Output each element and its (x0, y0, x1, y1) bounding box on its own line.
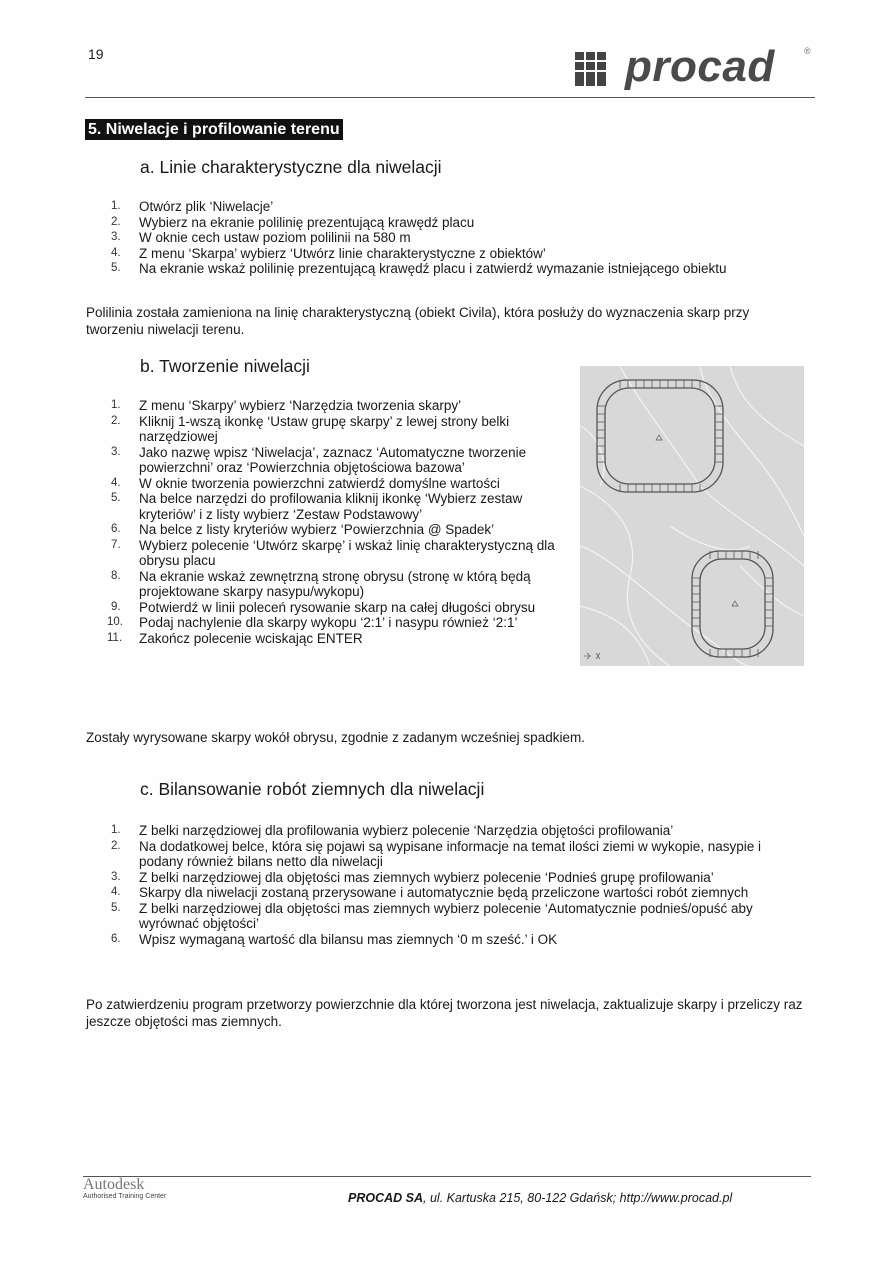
list-item (88, 600, 572, 616)
list-number: 4. (111, 886, 121, 898)
list-text: Jako nazwę wpisz ‘Niwelacja’, zaznacz ‘Automatyczne tworzenie powierzchni’ oraz ‘Powierzchnia objętościowa bazowa’ (139, 444, 527, 475)
list-text: Na belce z listy kryteriów wybierz ‘Powierzchnia @ Spadek’ (139, 522, 495, 537)
list-item (88, 615, 572, 631)
list-item (88, 230, 808, 246)
list-text: Wybierz na ekranie polilinię prezentującą krawędź placu (139, 214, 475, 230)
list-number: 3. (111, 231, 121, 243)
list-text: Z menu ‘Skarpa’ wybierz ‘Utwórz linie charakterystyczne z obiektów’ (139, 245, 546, 261)
list-item (88, 476, 572, 492)
list-number: 4. (111, 476, 121, 489)
list-item (88, 246, 808, 262)
list-item (88, 901, 799, 932)
list-text: Z belki narzędziowej dla profilowania wybierz polecenie ‘Narzędzia objętości profilowania’ (139, 823, 674, 838)
list-number: 6. (111, 932, 121, 945)
list-text: Wpisz wymaganą wartość dla bilansu mas ziemnych ‘0 m sześć.’ i OK (139, 931, 558, 947)
subsection-b-steps (88, 398, 572, 646)
subsection-a-steps (88, 199, 808, 277)
list-number: 1. (111, 824, 121, 836)
procad-logo-text: procad (625, 42, 775, 91)
list-number: 10. (107, 616, 123, 628)
list-item (88, 839, 779, 870)
list-text: Potwierdź w linii poleceń rysowanie skarp na całej długości obrysu (139, 599, 536, 615)
subsection-c-note: Po zatwierdzeniu program przetworzy powierzchnie dla której tworzona jest niwelacja, zaktualizuje skarpy i przeliczy raz jeszcze objętości mas ziemnych. (86, 997, 803, 1029)
grading-screenshot (580, 366, 804, 666)
list-number: 2. (111, 839, 121, 852)
list-item (88, 823, 808, 839)
company-address: , ul. Kartuska 215, 80-122 Gdańsk; http://www.procad.pl (423, 1191, 733, 1205)
header-rule (85, 97, 815, 98)
list-text: Z menu ‘Skarpy’ wybierz ‘Narzędzia tworzenia skarpy’ (139, 398, 462, 413)
list-item (88, 885, 769, 901)
list-text: Z belki narzędziowej dla objętości mas ziemnych wybierz polecenie ‘Automatycznie podnieś/opuść aby wyrównać objętości’ (139, 900, 753, 931)
procad-logo-mark-icon (575, 52, 623, 96)
list-item (88, 522, 572, 538)
list-number: 1. (111, 200, 121, 212)
section-heading: 5. Niwelacje i profilowanie terenu (85, 119, 343, 140)
subsection-c-title: c. Bilansowanie robót ziemnych dla niwelacji (140, 779, 485, 799)
list-item (88, 414, 572, 445)
footer-rule (83, 1176, 811, 1177)
list-number: 1. (111, 399, 121, 411)
company-name: PROCAD SA (348, 1191, 424, 1205)
list-text: Otwórz plik ‘Niwelacje’ (139, 199, 274, 214)
procad-logo (575, 44, 815, 96)
list-text: W oknie cech ustaw poziom polilinii na 580 m (139, 230, 411, 245)
autodesk-logo: Autodesk (83, 1176, 145, 1193)
list-text: Skarpy dla niwelacji zostaną przerysowane i automatycznie będą przeliczone wartości robót ziemnych (139, 885, 749, 900)
subsection-a-note: Polilinia została zamieniona na linię charakterystyczną (obiekt Civila), która posłuży do wyznaczenia skarp przy tworzeniu niwelacji terenu. (86, 305, 750, 337)
list-number: 11. (107, 631, 123, 644)
list-item (88, 261, 808, 277)
list-number: 2. (111, 215, 121, 228)
list-text: Zakończ polecenie wciskając ENTER (139, 630, 363, 646)
list-item (88, 215, 808, 231)
subsection-b-title: b. Tworzenie niwelacji (140, 356, 310, 376)
list-text: Na dodatkowej belce, która się pojawi są wypisane informacje na temat ilości ziemi w wykopie, nasypie i podany również bilans netto dla niwelacji (139, 838, 762, 869)
list-item (88, 932, 808, 948)
list-item (88, 569, 572, 600)
list-text: W oknie tworzenia powierzchni zatwierdź domyślne wartości (139, 475, 500, 491)
list-number: 5. (111, 262, 121, 274)
list-number: 7. (111, 538, 121, 551)
list-text: Kliknij 1-wszą ikonkę ‘Ustaw grupę skarpy’ z lewej strony belki narzędziowej (139, 413, 510, 444)
list-number: 2. (111, 414, 121, 427)
list-number: 4. (111, 246, 121, 259)
list-number: 3. (111, 445, 121, 458)
autodesk-subtitle: Authorised Training Center (83, 1193, 167, 1200)
list-number: 8. (111, 569, 121, 582)
list-number: 9. (111, 600, 121, 613)
list-text: Na belce narzędzi do profilowania kliknij ikonkę ‘Wybierz zestaw kryteriów’ i z listy wybierz ‘Zestaw Podstawowy’ (139, 491, 523, 522)
list-item (88, 398, 572, 414)
list-item (88, 538, 572, 569)
list-text: Podaj nachylenie dla skarpy wykopu ‘2:1’ i nasypu również ‘2:1’ (139, 615, 518, 630)
list-text: Wybierz polecenie ‘Utwórz skarpę’ i wskaż linię charakterystyczną dla obrysu placu (139, 537, 555, 568)
list-number: 5. (111, 492, 121, 504)
list-item (88, 870, 808, 886)
list-item (88, 631, 572, 647)
registered-mark: ® (804, 46, 811, 56)
list-text: Na ekranie wskaż polilinię prezentującą krawędź placu i zatwierdź wymazanie istniejącego obiektu (139, 261, 727, 276)
list-number: 3. (111, 870, 121, 883)
page-number: 19 (88, 46, 104, 62)
list-item (88, 445, 572, 476)
list-item (88, 199, 808, 215)
list-item (88, 491, 572, 522)
subsection-b-note: Zostały wyrysowane skarpy wokół obrysu, zgodnie z zadanym wcześniej spadkiem. (86, 730, 585, 745)
subsection-c-steps (88, 823, 808, 947)
footer-address (348, 1191, 732, 1205)
list-text: Z belki narzędziowej dla objętości mas ziemnych wybierz polecenie ‘Podnieś grupę profilowania’ (139, 869, 714, 885)
list-text: Na ekranie wskaż zewnętrzną stronę obrysu (stronę w którą będą projektowane skarpy nasypu/wykopu) (139, 568, 531, 599)
list-number: 5. (111, 901, 121, 914)
subsection-a-title: a. Linie charakterystyczne dla niwelacji (140, 157, 442, 177)
list-number: 6. (111, 523, 121, 535)
